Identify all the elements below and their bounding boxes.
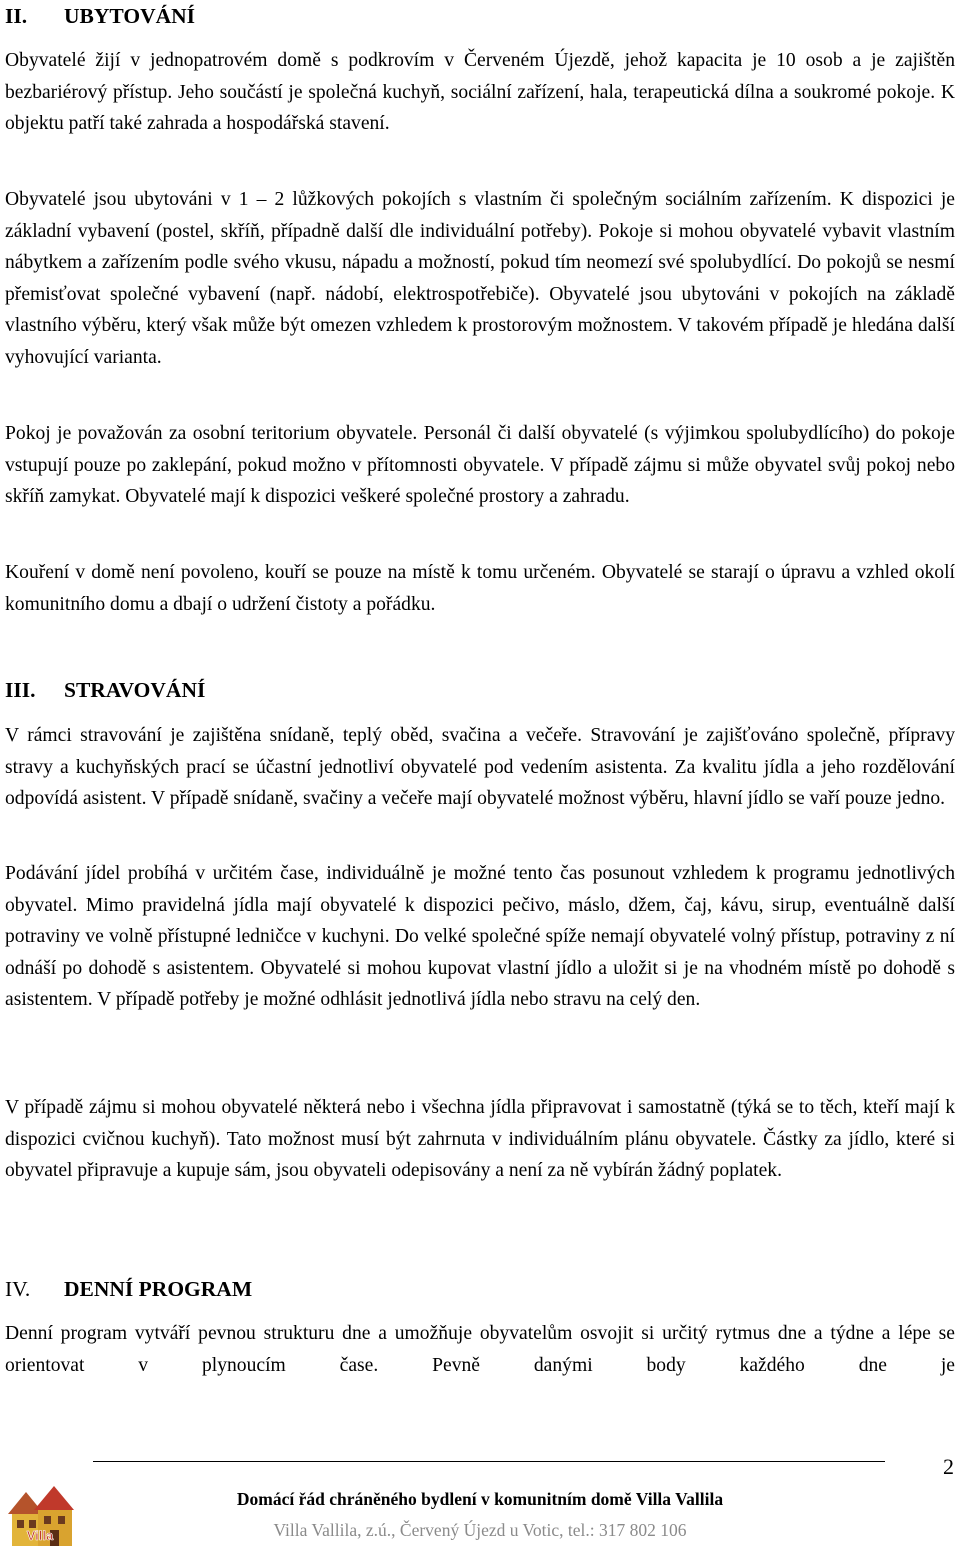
paragraph: Denní program vytváří pevnou strukturu dne a umožňuje obyvatelům osvojit si určitý rytmus dne a týdne a lépe se orientovat v plynoucím čase. Pevně danými body každého dne je [5,1323,955,1376]
paragraph: V rámci stravování je zajištěna snídaně, teplý oběd, svačina a večeře. Stravování je zajišťováno společně, přípravy stravy a kuchyňských prací se účastní jednotliví obyvatelé pod vedením asistenta. Za kvalitu jídla a jeho rozdělování odpovídá asistent. V případě snídaně, svačiny a večeře mají obyvatelé možnost výběru, hlavní jídlo se vaří pouze jedno. [5,725,955,810]
section-number: III. [5,678,36,702]
footer-title: Domácí řád chráněného bydlení v komunitním domě Villa Vallila [236,1489,724,1509]
section-title: DENNÍ PROGRAM [64,1277,253,1301]
paragraph: Obyvatelé žijí v jednopatrovém domě s podkrovím v Červeném Újezdě, jehož kapacita je 10 osob a je zajištěn bezbariérový přístup. Jeho součástí je společná kuchyň, sociální zařízení, hala, terapeutická dílna a soukromé pokoje. K objektu patří také zahrada a hospodářská stavení. [5,50,955,135]
page-number: 2 [943,1454,954,1479]
section-number: IV. [5,1277,31,1301]
section-number: II. [5,4,28,28]
paragraph: Obyvatelé jsou ubytováni v 1 – 2 lůžkových pokojích s vlastním či společným sociálním zařízením. K dispozici je základní vybavení (postel, skříň, případně další dle individuální potřeby). Pokoje si mohou obyvatelé vybavit vlastním nábytkem a zařízením podle svého vkusu, nápadu a možností, pokud tím neomezí své spolubydlící. Do pokojů se nesmí přemisťovat společné vybavení (např. nádobí, elektrospotřebiče). Obyvatelé jsou ubytováni v pokojích na základě vlastního výběru, který však může být omezen vzhledem k prostorovým možnostem. V takovém případě je hledána další vyhovující varianta. [5,189,955,368]
section-title: UBYTOVÁNÍ [64,4,196,28]
footer-divider [93,1461,885,1462]
paragraph: Podávání jídel probíhá v určitém čase, individuálně je možné tento čas posunout vzhledem k programu jednotlivých obyvatel. Mimo pravidelná jídla mají obyvatelé k dispozici pečivo, máslo, džem, čaj, kávu, sirup, eventuálně další potraviny ve volně přístupné ledničce v kuchyni. Do velké společné spíže nemají obyvatelé volný přístup, potraviny z ní odnáší po dohodě s asistentem. Obyvatelé si mohou kupovat vlastní jídlo a uložit si je na vhodném místě po dohodě s asistentem. V případě potřeby je možné odhlásit jednotlivá jídla nebo stravu na celý den. [5,863,955,1011]
paragraph: Pokoj je považován za osobní teritorium obyvatele. Personál či další obyvatelé (s výjimkou spolubydlícího) do pokoje vstupují pouze po zaklepání, pokud možno v přítomnosti obyvatele. V případě zájmu si může obyvatel svůj pokoj nebo skříň zamykat. Obyvatelé mají k dispozici veškeré společné prostory a zahradu. [5,423,955,508]
section-heading-denni-program [5,1279,252,1301]
paragraph: Kouření v domě není povoleno, kouří se pouze na místě k tomu určeném. Obyvatelé se starají o úpravu a vzhled okolí komunitního domu a dbají o udržení čistoty a pořádku. [5,562,955,615]
section-title: STRAVOVÁNÍ [64,678,206,702]
footer-contact: Villa Vallila, z.ú., Červený Újezd u Votic, tel.: 317 802 106 [273,1520,687,1540]
svg-text:Villa: Villa [26,1528,54,1543]
section-heading-stravovani [5,680,205,702]
paragraph: V případě zájmu si mohou obyvatelé některá nebo i všechna jídla připravovat i samostatně (týká se to těch, kteří mají k dispozici cvičnou kuchyň). Tato možnost musí být zahrnuta v individuálním plánu obyvatele. Částky za jídlo, které si obyvatel připravuje a kupuje sám, jsou obyvateli odepisovány a není za ně vybírán žádný poplatek. [5,1097,955,1182]
section-heading-ubytovani [5,6,195,28]
